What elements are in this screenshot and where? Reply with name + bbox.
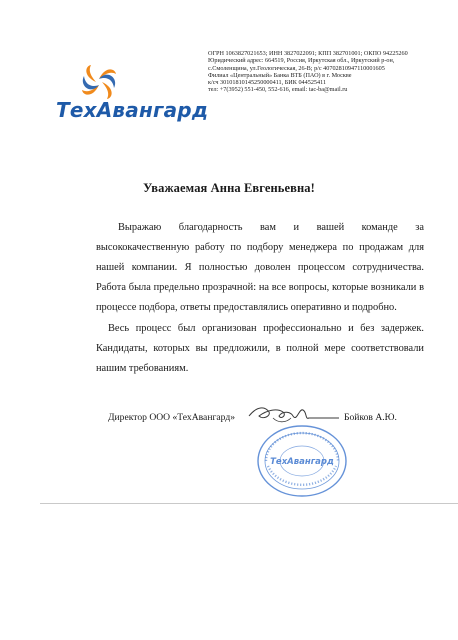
bottom-divider <box>40 503 458 504</box>
signatory-name: Бойков А.Ю. <box>344 412 397 423</box>
requisites-line: к/сч 30101810145250000411, БИК 044525411 <box>208 79 327 87</box>
requisites-line: ОГРН 1063827021653; ИНН 3827022091; КПП 382701001; ОКПО 94225260 <box>208 50 408 57</box>
requisites-line: Филиал «Центральный» Банка ВТБ (ПАО) в г. Москве <box>208 71 352 79</box>
logo-wordmark: ТехАвангард <box>56 98 209 122</box>
company-requisites <box>208 50 448 94</box>
signatory-title: Директор ООО «ТехАвангард» <box>108 412 235 423</box>
company-stamp-icon <box>256 424 348 498</box>
letter-paragraph: Весь процесс был организован профессионально и без задержек. Кандидаты, которых вы предложили, в полной мере соответствовали нашим требованиям. <box>96 323 424 374</box>
company-logo <box>56 62 209 126</box>
requisites-line: с.Смоленщина, ул.Геологическая, 26-В; р/с 40702810947110001605 <box>208 64 385 72</box>
swirl-logo-icon <box>78 62 120 102</box>
stamp-label: ТехАвангард <box>270 457 334 467</box>
letter-paragraph: Выражаю благодарность вам и вашей команде за высококачественную работу по подбору менеджера по продажам для нашей компании. Я полностью доволен процессом сотрудничества. Работа была предельно прозрачной: на все вопросы, которые возникали в процессе подбора, ответы предоставлялись оперативно и подробно. <box>96 222 424 313</box>
requisites-line: Юридический адрес: 664519, Россия, Иркутская обл., Иркутский р-он, <box>208 57 395 65</box>
requisites-line: тел: +7(3952) 551-450, 552-616, email: tac-ba@mail.ru <box>208 86 348 94</box>
letter-salutation: Уважаемая Анна Евгеньевна! <box>143 181 315 195</box>
